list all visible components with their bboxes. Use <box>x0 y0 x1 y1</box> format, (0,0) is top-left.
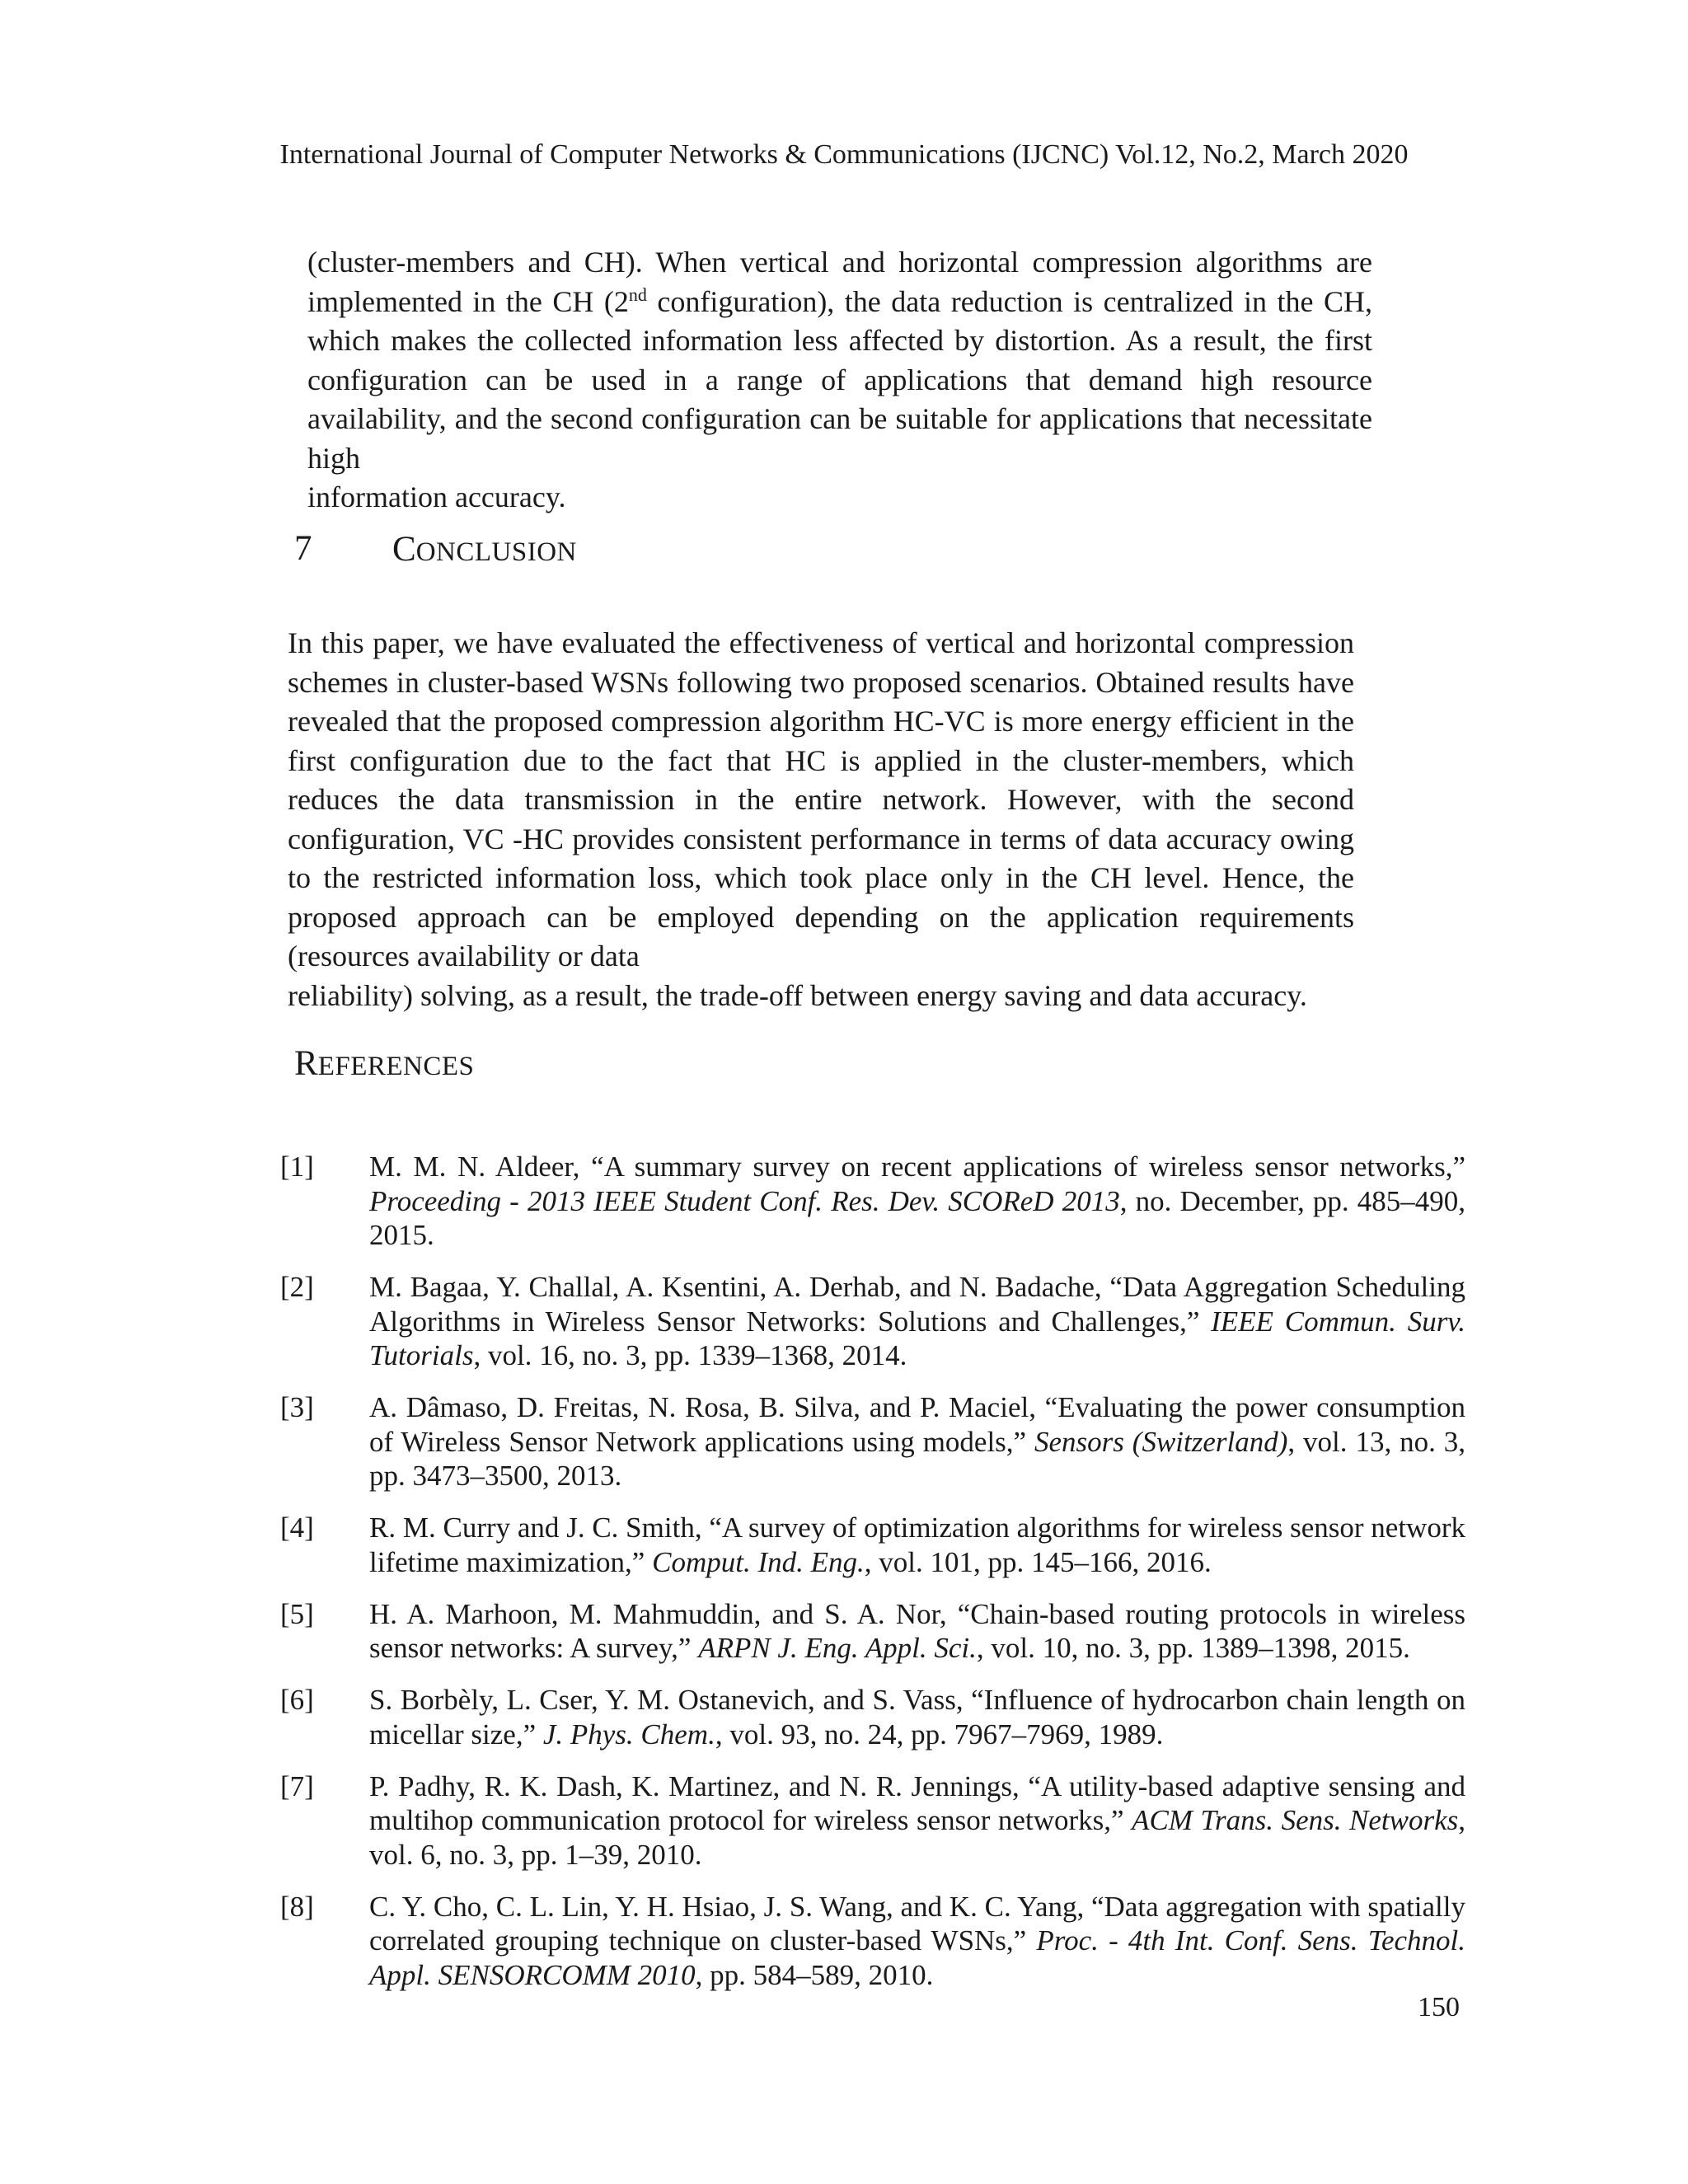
reference-venue: Proceeding - 2013 IEEE Student Conf. Res. Dev. SCOReD 2013 <box>369 1184 1120 1217</box>
reference-label: [6] <box>280 1684 314 1716</box>
reference-venue: ACM Trans. Sens. Networks <box>1132 1804 1459 1836</box>
reference-text <box>369 1511 1465 1579</box>
reference-text <box>369 1597 1465 1666</box>
reference-venue: J. Phys. Chem. <box>542 1718 715 1750</box>
intro-last-line: information accuracy. <box>307 480 566 513</box>
intro-text-part-2: configuration), the data reduction is centralized in the CH, which makes the collected information less affected by distortion. As a result, the first configuration can be used in a range of applications that demand high resource availability, and the second configuration can be suitable for applications that necessitate high <box>307 284 1372 475</box>
reference-item <box>280 1597 1467 1666</box>
reference-authors-title: C. Y. Cho, C. L. Lin, Y. H. Hsiao, J. S. Wang, and K. C. Yang, “Data aggregation with spatially correlated grouping technique on cluster-based WSNs,” <box>369 1890 1465 1957</box>
reference-item <box>280 1390 1467 1493</box>
references-title-rest: EFERENCES <box>317 1052 475 1081</box>
reference-authors-title: P. Padhy, R. K. Dash, K. Martinez, and N. R. Jennings, “A utility-based adaptive sensing and multihop communication protocol for wireless sensor networks,” <box>369 1769 1465 1836</box>
reference-venue: Proc. - 4th Int. Conf. Sens. Technol. Appl. SENSORCOMM 2010 <box>369 1924 1465 1991</box>
conclusion-text: In this paper, we have evaluated the effectiveness of vertical and horizontal compression schemes in cluster-based WSNs following two proposed scenarios. Obtained results have revealed that the proposed compression algorithm HC-VC is more energy efficient in the first configuration due to the fact that HC is applied in the cluster-members, which reduces the data transmission in the entire network. However, with the second configuration, VC -HC provides consistent performance in terms of data accuracy owing to the restricted information loss, which took place only in the CH level. Hence, the proposed approach can be employed depending on the application requirements (resources availability or data <box>288 626 1354 972</box>
reference-list <box>280 1150 1467 2010</box>
reference-authors-title: H. A. Marhoon, M. Mahmuddin, and S. A. Nor, “Chain-based routing protocols in wireless sensor networks: A survey,” <box>369 1597 1465 1664</box>
reference-label: [5] <box>280 1597 314 1630</box>
reference-text <box>369 1890 1465 1993</box>
intro-paragraph-text <box>307 243 1372 518</box>
reference-label: [7] <box>280 1769 314 1802</box>
reference-details: , vol. 93, no. 24, pp. 7967–7969, 1989. <box>715 1718 1164 1750</box>
reference-venue: Comput. Ind. Eng. <box>652 1545 865 1578</box>
reference-authors-title: M. Bagaa, Y. Challal, A. Ksentini, A. Derhab, and N. Badache, “Data Aggregation Scheduling Algorithms in Wireless Sensor Networks: Solutions and Challenges,” <box>369 1271 1465 1338</box>
reference-venue: ARPN J. Eng. Appl. Sci. <box>698 1632 977 1664</box>
reference-details: , vol. 10, no. 3, pp. 1389–1398, 2015. <box>976 1632 1410 1664</box>
reference-details: , vol. 6, no. 3, pp. 1–39, 2010. <box>369 1804 1465 1871</box>
reference-authors-title: R. M. Curry and J. C. Smith, “A survey of optimization algorithms for wireless sensor network lifetime maximization,” <box>369 1511 1465 1578</box>
conclusion-paragraph <box>288 624 1354 1015</box>
reference-label: [1] <box>280 1151 314 1183</box>
reference-item <box>280 1150 1467 1253</box>
references-title-initial: R <box>294 1044 318 1083</box>
reference-item <box>280 1683 1467 1751</box>
intro-paragraph <box>307 243 1372 518</box>
reference-label: [2] <box>280 1271 314 1303</box>
section-number: 7 <box>294 529 312 568</box>
reference-venue: Sensors (Switzerland) <box>1034 1425 1288 1458</box>
reference-text <box>369 1683 1465 1751</box>
reference-authors-title: A. Dâmaso, D. Freitas, N. Rosa, B. Silva, and P. Maciel, “Evaluating the power consumption of Wireless Sensor Network applications using models,” <box>369 1391 1465 1458</box>
reference-authors-title: S. Borbèly, L. Cser, Y. M. Ostanevich, and S. Vass, “Influence of hydrocarbon chain length on micellar size,” <box>369 1684 1465 1750</box>
reference-details: , pp. 584–589, 2010. <box>695 1958 934 1991</box>
reference-item <box>280 1270 1467 1373</box>
reference-authors-title: M. M. N. Aldeer, “A summary survey on recent applications of wireless sensor networks,” <box>369 1151 1465 1183</box>
reference-details: , vol. 16, no. 3, pp. 1339–1368, 2014. <box>473 1339 907 1371</box>
reference-text <box>369 1769 1465 1872</box>
reference-text <box>369 1390 1465 1493</box>
reference-item <box>280 1890 1467 1993</box>
reference-item <box>280 1769 1467 1872</box>
conclusion-title-rest: ONCLUSION <box>415 537 577 567</box>
reference-item <box>280 1511 1467 1579</box>
reference-text <box>369 1150 1465 1253</box>
reference-details: , vol. 13, no. 3, pp. 3473–3500, 2013. <box>369 1425 1465 1492</box>
intro-superscript: nd <box>628 284 647 305</box>
reference-details: , vol. 101, pp. 145–166, 2016. <box>864 1545 1212 1578</box>
reference-venue: IEEE Commun. Surv. Tutorials <box>369 1305 1465 1371</box>
section-title-conclusion <box>392 528 577 573</box>
reference-label: [3] <box>280 1391 314 1423</box>
reference-label: [8] <box>280 1890 314 1923</box>
conclusion-title-initial: C <box>392 530 416 569</box>
reference-details: , no. December, pp. 485–490, 2015. <box>369 1184 1465 1251</box>
reference-text <box>369 1270 1465 1373</box>
conclusion-last-line: reliability) solving, as a result, the trade-off between energy saving and data accuracy. <box>288 978 1307 1012</box>
section-title-references <box>294 1043 474 1087</box>
reference-label: [4] <box>280 1511 314 1544</box>
page-number: 150 <box>1418 1992 1460 2022</box>
intro-text-part-1: (cluster-members and CH). When vertical and horizontal compression algorithms are implemented in the CH (2 <box>307 246 1372 318</box>
journal-header: International Journal of Computer Networks & Communications (IJCNC) Vol.12, No.2, March 2020 <box>279 139 1409 170</box>
conclusion-paragraph-text <box>288 624 1354 1015</box>
